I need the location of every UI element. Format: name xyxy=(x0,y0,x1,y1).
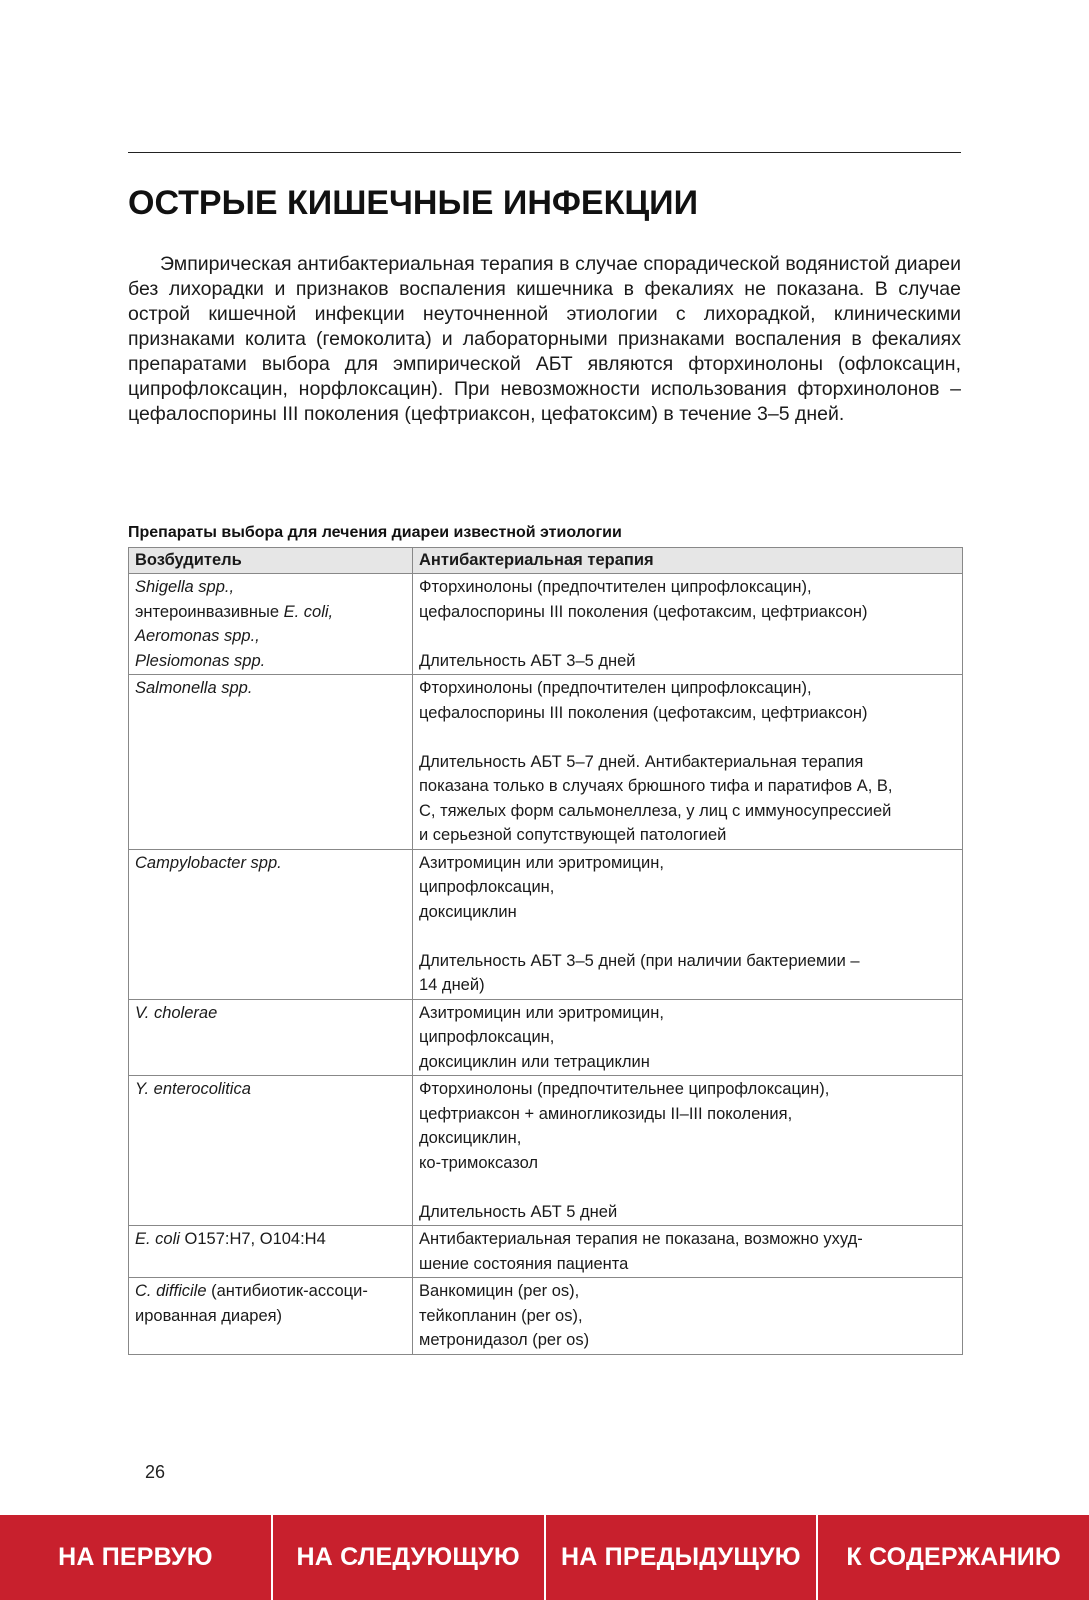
pathogen-name: C. difficile xyxy=(135,1282,207,1300)
table-row xyxy=(129,675,963,850)
therapy-line: ко-тримоксазол xyxy=(419,1153,539,1172)
therapy-gap xyxy=(419,624,956,649)
therapy-gap xyxy=(419,924,956,949)
pathogen-cell xyxy=(129,1076,413,1226)
pathogen-text: энтероинвазивные xyxy=(135,602,284,621)
therapy-line: ципрофлоксацин, xyxy=(419,1028,555,1046)
therapy-line: шение состояния пациента xyxy=(419,1254,629,1273)
table-row xyxy=(129,1278,963,1355)
table-header-row xyxy=(129,548,963,574)
therapy-line: доксициклин xyxy=(419,902,517,921)
therapy-line: цефалоспорины III поколения (цефотаксим, цефтриаксон) xyxy=(419,703,868,722)
pathogen-note: (антибиотик-ассоци- xyxy=(206,1282,368,1300)
therapy-line: метронидазол (per os) xyxy=(419,1331,590,1349)
contents-button[interactable]: К СОДЕРЖАНИЮ xyxy=(818,1515,1089,1600)
column-header-therapy: Антибактериальная терапия xyxy=(413,548,963,574)
table-caption: Препараты выбора для лечения диареи известной этиологии xyxy=(128,524,622,541)
table-row xyxy=(129,999,963,1076)
pathogen-line: V. cholerae xyxy=(135,1003,218,1022)
therapy-line: доксициклин, xyxy=(419,1129,522,1147)
pathogen-line: Shigella spp., xyxy=(135,578,235,596)
therapy-gap xyxy=(419,725,956,750)
therapy-line: Фторхинолоны (предпочтителен ципрофлоксацин), xyxy=(419,679,812,697)
pathogen-cell xyxy=(129,675,413,850)
pathogen-line: ированная диарея) xyxy=(135,1306,283,1325)
pathogen-strain: O157:H7, O104:H4 xyxy=(179,1230,326,1248)
first-page-button[interactable]: НА ПЕРВУЮ xyxy=(0,1515,271,1600)
column-header-pathogen: Возбудитель xyxy=(129,548,413,574)
page-number: 26 xyxy=(145,1462,166,1482)
navigation-bar xyxy=(0,1515,1089,1600)
therapy-line: Азитромицин или эритромицин, xyxy=(419,853,664,872)
pathogen-line: Campylobacter spp. xyxy=(135,853,282,872)
table-row xyxy=(129,849,963,999)
therapy-line: показана только в случаях брюшного тифа и паратифов А, В, xyxy=(419,777,893,795)
therapy-cell xyxy=(413,849,963,999)
therapy-duration: Длительность АБТ 3–5 дней xyxy=(419,651,636,670)
pathogen-cell xyxy=(129,849,413,999)
therapy-line: ципрофлоксацин, xyxy=(419,878,555,896)
pathogen-line: Plesiomonas spp. xyxy=(135,651,266,670)
pathogen-name: E. coli, xyxy=(283,602,334,621)
therapy-duration: Длительность АБТ 5–7 дней. Антибактериальная терапия xyxy=(419,752,864,771)
therapy-duration: Длительность АБТ 5 дней xyxy=(419,1202,618,1221)
pathogen-line xyxy=(135,1227,406,1252)
pathogen-cell xyxy=(129,1278,413,1355)
therapy-line: цефтриаксон + аминогликозиды II–III поколения, xyxy=(419,1104,793,1123)
pathogen-cell xyxy=(129,999,413,1076)
therapy-line: цефалоспорины III поколения (цефотаксим, цефтриаксон) xyxy=(419,602,868,621)
pathogen-cell xyxy=(129,1226,413,1278)
therapy-line: Фторхинолоны (предпочтительнее ципрофлоксацин), xyxy=(419,1080,830,1098)
therapy-line: и серьезной сопутствующей патологией xyxy=(419,826,727,844)
pathogen-line: Aeromonas spp., xyxy=(135,627,260,645)
therapy-cell xyxy=(413,1278,963,1355)
therapy-line: Азитромицин или эритромицин, xyxy=(419,1003,664,1022)
therapy-cell xyxy=(413,574,963,675)
treatment-table xyxy=(128,547,963,1355)
therapy-cell xyxy=(413,1226,963,1278)
pathogen-line: Salmonella spp. xyxy=(135,679,253,697)
therapy-line: тейкопланин (per os), xyxy=(419,1306,583,1325)
therapy-gap xyxy=(419,1175,956,1200)
therapy-line: С, тяжелых форм сальмонеллеза, у лиц с иммуносупрессией xyxy=(419,801,892,820)
intro-paragraph: Эмпирическая антибактериальная терапия в случае спорадической водянистой диареи без лихорадки и признаков воспаления кишечника в фекалиях не показана. В случае острой кишечной инфекции неуточненной этиологии с лихорадкой, клиническими признаками колита (гемоколита) и лабораторными признаками воспаления в фекалиях препаратами выбора для эмпирической АБТ являются фторхинолоны (офлоксацин, ципрофлоксацин, норфлоксацин). При невозможности использования фторхинолонов – цефалоспорины III поколения (цефтриаксон, цефатоксим) в течение 3–5 дней. xyxy=(128,253,961,425)
table-row xyxy=(129,574,963,675)
header-rule xyxy=(128,152,961,153)
pathogen-cell xyxy=(129,574,413,675)
table-row xyxy=(129,1076,963,1226)
pathogen-line: Y. enterocolitica xyxy=(135,1080,251,1098)
pathogen-name: E. coli xyxy=(135,1230,180,1248)
pathogen-line xyxy=(135,1279,406,1304)
therapy-line: 14 дней) xyxy=(419,976,485,994)
previous-page-button[interactable]: НА ПРЕДЫДУЩУЮ xyxy=(546,1515,817,1600)
therapy-cell xyxy=(413,999,963,1076)
table-row xyxy=(129,1226,963,1278)
pathogen-line xyxy=(135,600,406,625)
therapy-line: Фторхинолоны (предпочтителен ципрофлоксацин), xyxy=(419,578,812,596)
therapy-line: Ванкомицин (per os), xyxy=(419,1282,580,1300)
therapy-cell xyxy=(413,675,963,850)
page-title: ОСТРЫЕ КИШЕЧНЫЕ ИНФЕКЦИИ xyxy=(128,184,699,222)
therapy-line: Антибактериальная терапия не показана, возможно ухуд- xyxy=(419,1230,863,1248)
therapy-duration: Длительность АБТ 3–5 дней (при наличии бактериемии – xyxy=(419,951,860,970)
therapy-cell xyxy=(413,1076,963,1226)
next-page-button[interactable]: НА СЛЕДУЮЩУЮ xyxy=(273,1515,544,1600)
therapy-line: доксициклин или тетрациклин xyxy=(419,1052,650,1071)
